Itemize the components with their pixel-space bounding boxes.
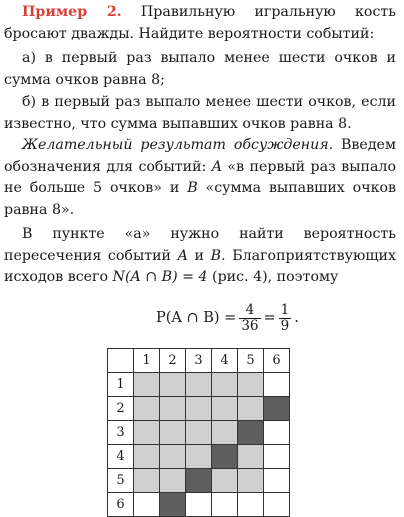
empty-cell (264, 493, 290, 517)
event-a-cell (238, 373, 264, 397)
empty-cell (186, 493, 212, 517)
favorable-outcome-cell (212, 445, 238, 469)
event-a-cell (238, 469, 264, 493)
fraction-denominator: 36 (241, 317, 259, 334)
grid-row-header: 3 (108, 421, 134, 445)
grid-row-header: 6 (108, 493, 134, 517)
discussion-text-2: «в первый раз выпало не больше 5 очков» и (4, 158, 396, 196)
event-a-cell (186, 421, 212, 445)
event-a-cell (212, 469, 238, 493)
grid-row (108, 397, 290, 421)
grid-column-header: 1 (134, 349, 160, 373)
grid-row (108, 421, 290, 445)
event-a-cell (160, 445, 186, 469)
discussion-text-3: «сумма выпавших очков равна 8». (4, 180, 396, 218)
grid-row-header: 5 (108, 469, 134, 493)
grid-row (108, 445, 290, 469)
grid-row-header: 4 (108, 445, 134, 469)
discussion-text-1: Введем обозначения для событий: (4, 137, 396, 175)
event-a-cell (160, 397, 186, 421)
grid-corner-cell (108, 349, 134, 373)
event-a-cell (186, 397, 212, 421)
event-a-cell (134, 445, 160, 469)
intersection-count: N(A ∩ B) = 4 (112, 269, 208, 285)
grid-row-header: 1 (108, 373, 134, 397)
favorable-outcome-cell (160, 493, 186, 517)
fraction-numerator: 1 (280, 301, 290, 318)
fraction-4-36 (239, 303, 260, 334)
event-a-cell (238, 445, 264, 469)
grid-column-header: 5 (238, 349, 264, 373)
outcomes-table (107, 348, 290, 517)
discussion-heading: Желательный результат обсуждения. (22, 137, 334, 153)
paragraph-task-a: а) в первый раз выпало менее шести очков и сумма очков равна 8; (4, 50, 396, 88)
formula-period: . (294, 310, 299, 326)
solution-text-and: и (187, 247, 211, 264)
fraction-1-9 (279, 303, 292, 334)
event-a-cell (134, 373, 160, 397)
outcomes-grid (107, 348, 290, 517)
event-a-cell (134, 421, 160, 445)
event-a-cell (134, 469, 160, 493)
empty-cell (238, 493, 264, 517)
favorable-outcome-cell (186, 469, 212, 493)
grid-row (108, 469, 290, 493)
event-a-cell (212, 397, 238, 421)
paragraph-solution-a (4, 224, 396, 289)
grid-row-header: 2 (108, 397, 134, 421)
empty-cell (264, 421, 290, 445)
paragraph-discussion (4, 135, 396, 221)
fraction-numerator: 4 (245, 301, 255, 318)
favorable-outcome-cell (264, 397, 290, 421)
formula-equals: = (263, 310, 276, 326)
solution-text-1: В пункте «а» нужно найти вероятность пересечения событий (4, 226, 396, 264)
paragraph-task-b: б) в первый раз выпало менее шести очков, если известно, что сумма выпавших очков равна 8. (4, 94, 396, 132)
grid-column-header: 6 (264, 349, 290, 373)
favorable-outcome-cell (238, 421, 264, 445)
formula-lhs: P(A ∩ B) = (156, 310, 237, 326)
probability-formula (156, 296, 299, 340)
empty-cell (264, 469, 290, 493)
grid-column-header: 3 (186, 349, 212, 373)
empty-cell (212, 493, 238, 517)
example-text: Правильную игральную кость бросают дважды. Найдите вероятности событий: (4, 4, 396, 42)
paragraph-example-intro (4, 2, 396, 45)
event-a-cell (160, 373, 186, 397)
event-a-cell (160, 421, 186, 445)
event-a-cell (186, 373, 212, 397)
empty-cell (264, 373, 290, 397)
grid-row (108, 493, 290, 517)
event-b-symbol-2: B (210, 247, 222, 264)
event-a-symbol: A (211, 158, 222, 175)
event-a-cell (160, 469, 186, 493)
event-a-cell (238, 397, 264, 421)
event-a-cell (134, 397, 160, 421)
empty-cell (134, 493, 160, 517)
event-a-symbol-2: A (177, 247, 188, 264)
event-b-symbol: B (187, 180, 198, 196)
grid-column-header: 4 (212, 349, 238, 373)
event-a-cell (186, 445, 212, 469)
example-label: Пример 2. (22, 4, 122, 20)
event-a-cell (212, 421, 238, 445)
event-a-cell (212, 373, 238, 397)
empty-cell (264, 445, 290, 469)
grid-header-row (108, 349, 290, 373)
fraction-denominator: 9 (280, 317, 290, 334)
grid-row (108, 373, 290, 397)
solution-text-3: (рис. 4), поэтому (207, 269, 339, 285)
grid-column-header: 2 (160, 349, 186, 373)
solution-text-2: . Благоприятствующих исходов всего (4, 247, 396, 285)
